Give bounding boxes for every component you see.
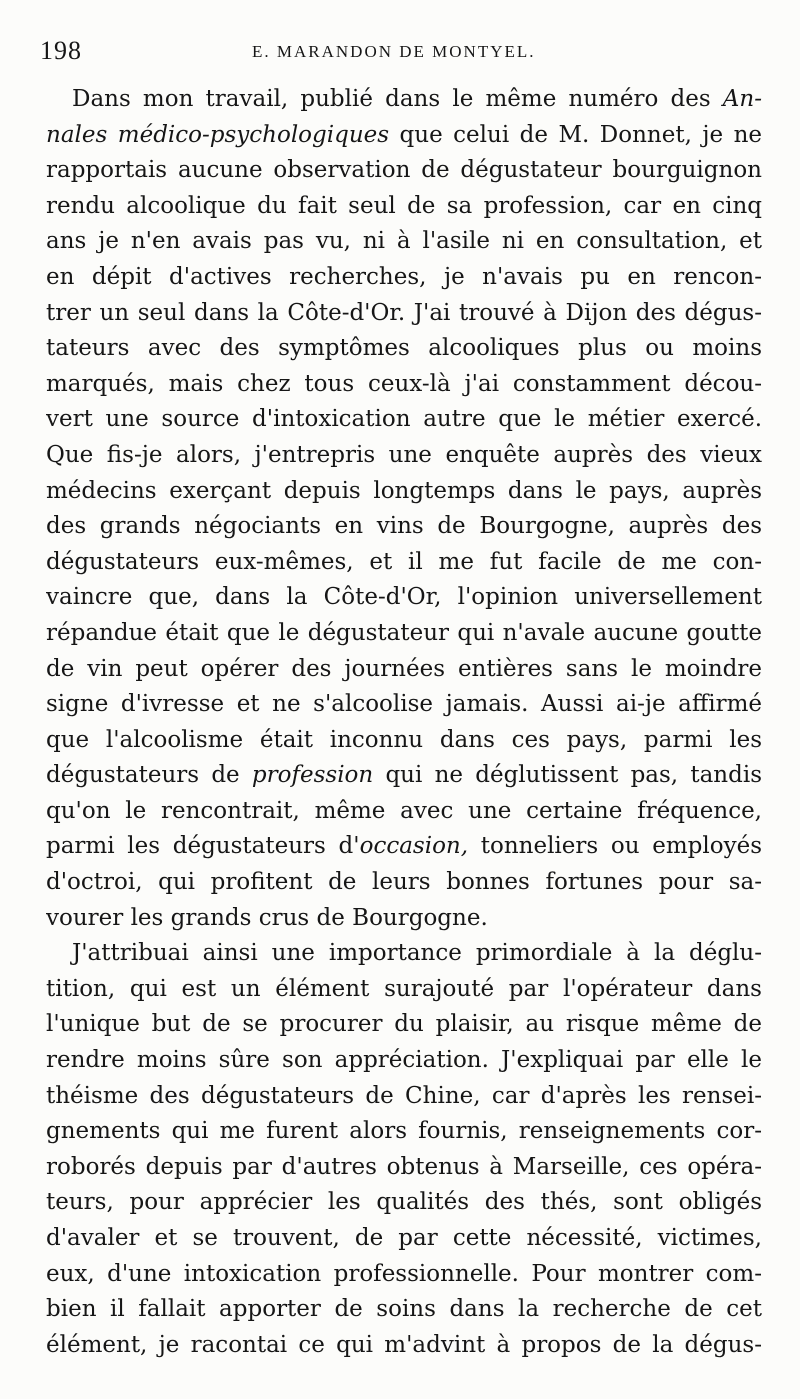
text-line: rapportais aucune observation de dégustateur bourguignon	[46, 157, 762, 184]
text-line: vaincre que, dans la Côte-d'Or, l'opinion universellement	[46, 584, 762, 611]
text-line: qu'on le rencontrait, même avec une certaine fréquence,	[46, 797, 762, 824]
text-line: roborés depuis par d'autres obtenus à Marseille, ces opéra-	[46, 1153, 762, 1180]
text-line: teurs, pour apprécier les qualités des thés, sont obligés	[46, 1189, 762, 1216]
text-line: l'unique but de se procurer du plaisir, au risque même de	[46, 1011, 762, 1038]
text-line: trer un seul dans la Côte-d'Or. J'ai trouvé à Dijon des dégus-	[46, 299, 762, 326]
text-line: dégustateurs de profession qui ne déglutissent pas, tandis	[46, 762, 762, 789]
text-line: que l'alcoolisme était inconnu dans ces pays, parmi les	[46, 726, 762, 753]
text-line: d'octroi, qui profitent de leurs bonnes fortunes pour sa-	[46, 869, 762, 896]
text-line: des grands négociants en vins de Bourgogne, auprès des	[46, 513, 762, 540]
text-line: marqués, mais chez tous ceux-là j'ai constamment décou-	[46, 370, 762, 397]
text-line: ans je n'en avais pas vu, ni à l'asile ni en consultation, et	[46, 228, 762, 255]
text-line: rendu alcoolique du fait seul de sa profession, car en cinq	[46, 192, 762, 219]
text-line: médecins exerçant depuis longtemps dans le pays, auprès	[46, 477, 762, 504]
text-line: Que fis-je alors, j'entrepris une enquête auprès des vieux	[46, 441, 762, 468]
text-line: vourer les grands crus de Bourgogne.	[46, 904, 488, 931]
text-line: J'attribuai ainsi une importance primordiale à la déglu-	[72, 940, 762, 967]
text-line: en dépit d'actives recherches, je n'avais pu en rencon-	[46, 263, 762, 290]
text-line: de vin peut opérer des journées entières sans le moindre	[46, 655, 762, 682]
text-line: répandue était que le dégustateur qui n'avale aucune goutte	[46, 619, 762, 646]
text-line: eux, d'une intoxication professionnelle. Pour montrer com-	[46, 1260, 762, 1287]
text-line: gnements qui me furent alors fournis, renseignements cor-	[46, 1118, 762, 1145]
text-line: tition, qui est un élément surajouté par l'opérateur dans	[46, 975, 762, 1002]
text-line: élément, je racontai ce qui m'advint à propos de la dégus-	[46, 1331, 762, 1358]
text-line: vert une source d'intoxication autre que le métier exercé.	[46, 406, 762, 433]
text-line: rendre moins sûre son appréciation. J'expliquai par elle le	[46, 1047, 762, 1074]
text-line: signe d'ivresse et ne s'alcoolise jamais. Aussi ai-je affirmé	[46, 691, 762, 718]
running-head-author: E. MARANDON DE MONTYEL.	[252, 42, 536, 61]
text-line: tateurs avec des symptômes alcooliques plus ou moins	[46, 335, 762, 362]
text-line: Dans mon travail, publié dans le même numéro des An-	[72, 86, 762, 112]
text-line: bien il fallait apporter de soins dans la recherche de cet	[46, 1296, 762, 1323]
text-line: parmi les dégustateurs d'occasion, tonneliers ou employés	[46, 833, 762, 860]
body-text	[46, 82, 762, 1363]
text-line: nales médico-psychologiques que celui de M. Donnet, je ne	[46, 121, 762, 148]
page-number: 198	[40, 36, 82, 65]
text-line: d'avaler et se trouvent, de par cette nécessité, victimes,	[46, 1225, 762, 1251]
text-line: dégustateurs eux-mêmes, et il me fut facile de me con-	[46, 548, 762, 575]
running-head	[40, 36, 760, 66]
text-line: théisme des dégustateurs de Chine, car d'après les rensei-	[46, 1082, 762, 1109]
